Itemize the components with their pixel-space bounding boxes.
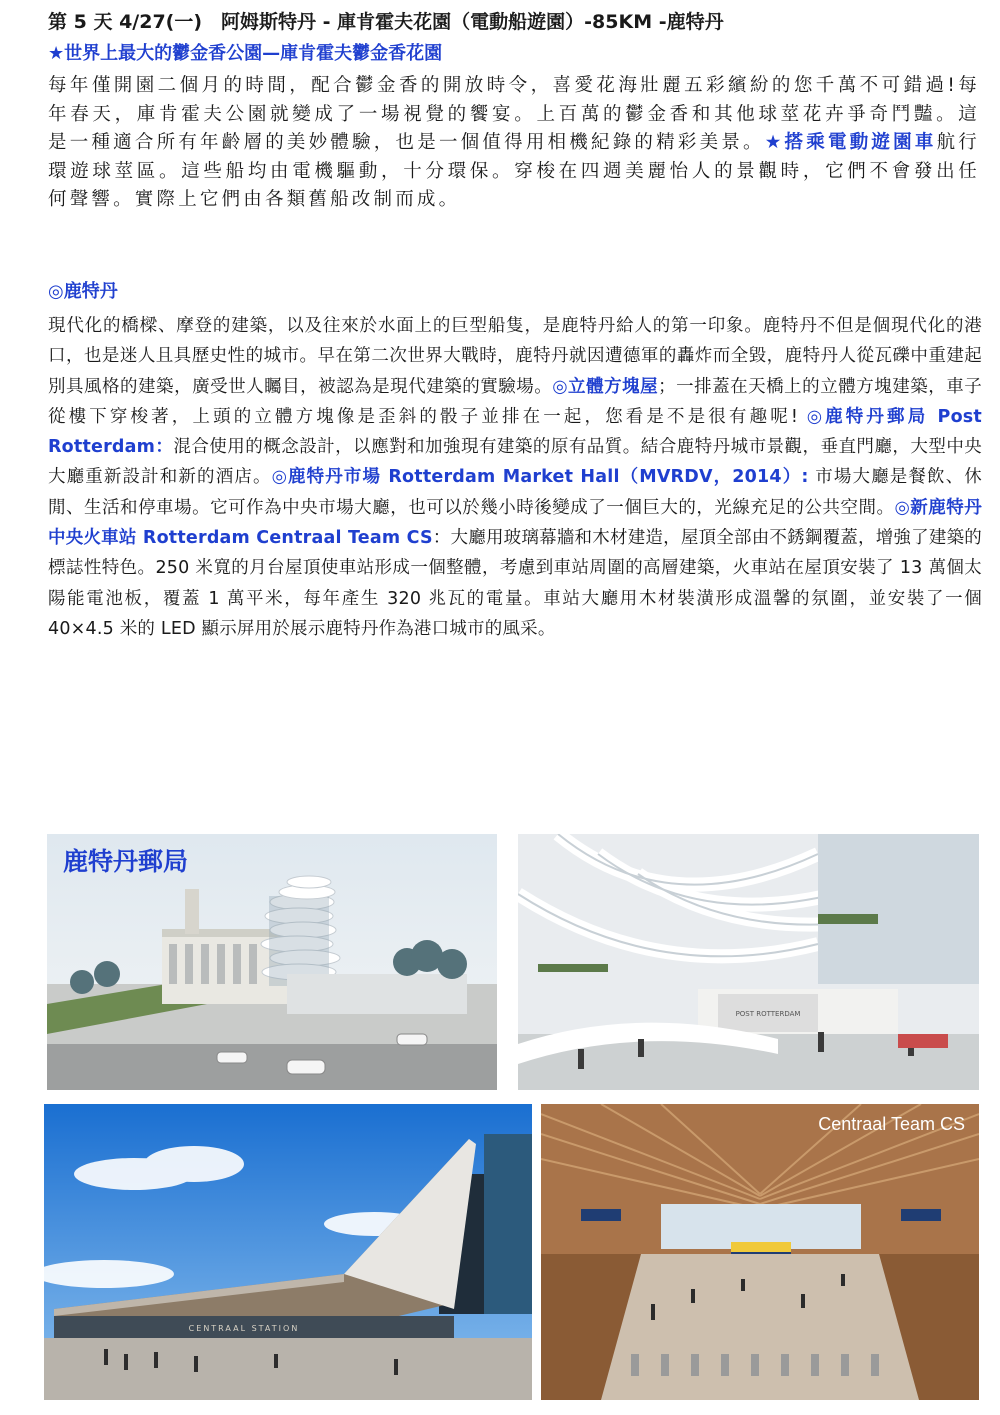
station-interior-illustration (541, 1104, 979, 1400)
centraal-station-sign: CENTRAAL STATION (188, 1324, 300, 1333)
keukenhof-text-2: 航行環遊球莖區。這些船均由電機驅動，十分環保。穿梭在四週美麗怡人的景觀時，它們不會發出任何聲響。實際上它們由各類舊船改制而成。 (48, 132, 980, 210)
cube-houses-text: ；一排蓋在天橋上的立體方塊建築，車子從樓下穿梭著，上頭的立體方塊像是歪斜的骰子並排在一起，您看是不是很有趣呢! (48, 376, 982, 427)
station-photo-caption: Centraal Team CS (818, 1114, 965, 1134)
market-hall-title: ◎鹿特丹市場 Rotterdam Market Hall（MVRDV，2014）: (271, 467, 809, 488)
post-rotterdam-sign: POST ROTTERDAM (735, 1010, 801, 1018)
rotterdam-paragraph (48, 311, 982, 644)
cube-houses-title: ◎立體方塊屋 (552, 376, 659, 397)
keukenhof-title: ★世界上最大的鬱金香公園—庫肯霍夫鬱金香花園 (48, 43, 443, 64)
day-heading: 第 5 天 4/27(一) 阿姆斯特丹 - 庫肯霍夫花園（電動船遊園）-85KM -鹿特丹 (48, 11, 724, 33)
post-photo-caption: 鹿特丹郵局 (63, 848, 189, 876)
post-rotterdam-text: 混合使用的概念設計，以應對和加強現有建築的原有品質。結合鹿特丹城市景觀，垂直門廳，大型中央大廳重新設計和新的酒店。 (48, 437, 982, 488)
rotterdam-title: ◎鹿特丹 (48, 281, 118, 302)
boat-highlight: ★搭乘電動遊園車 (764, 132, 937, 153)
post-rotterdam-interior-photo (518, 834, 979, 1090)
post-interior-illustration (518, 834, 979, 1090)
central-station-title: ◎新鹿特丹中央火車站 Rotterdam Centraal Team CS (48, 497, 982, 549)
keukenhof-text-1: 每年僅開園二個月的時間，配合鬱金香的開放時令，喜愛花海壯麗五彩繽紛的您千萬不可錯過!每年春天，庫肯霍夫公園就變成了一場視覺的饗宴。上百萬的鬱金香和其他球莖花卉爭奇鬥豔。這是一種適合所有年齡層的美妙體驗，也是一個值得用相機紀錄的精彩美景。 (48, 75, 980, 153)
central-station-text: ：大廳用玻璃幕牆和木材建造，屋頂全部由不銹鋼覆蓋，增強了建築的標誌性特色。250 米寬的月台屋頂使車站形成一個整體，考慮到車站周圍的高層建築，火車站在屋頂安裝了 13 萬個太陽能電池板，覆蓋 1 萬平米，每年產生 320 兆瓦的電量。車站大廳用木材裝潢形成溫馨的氛圍，並安裝了一個 40×4.5 米的 LED 顯示屏用於展示鹿特丹作為港口城市的風采。 (48, 528, 982, 639)
market-hall-text: 市場大廳是餐飲、休閒、生活和停車場。它可作為中央市場大廳，也可以於幾小時後變成了一個巨大的，光線充足的公共空間。 (48, 467, 982, 518)
post-rotterdam-title: ◎鹿特丹郵局 Post Rotterdam： (48, 406, 982, 458)
post-rotterdam-exterior-photo (47, 834, 497, 1090)
station-exterior-illustration (44, 1104, 532, 1400)
rotterdam-intro: 現代化的橋樑、摩登的建築，以及往來於水面上的巨型船隻，是鹿特丹給人的第一印象。鹿特丹不但是個現代化的港口，也是迷人且具歷史性的城市。早在第二次世界大戰時，鹿特丹就因遭德軍的轟炸而全毀，鹿特丹人從瓦礫中重建起別具風格的建築，廣受世人矚目，被認為是現代建築的實驗場。 (48, 316, 982, 397)
central-station-interior-photo (541, 1104, 979, 1400)
keukenhof-paragraph (48, 72, 980, 215)
central-station-exterior-photo (44, 1104, 532, 1400)
